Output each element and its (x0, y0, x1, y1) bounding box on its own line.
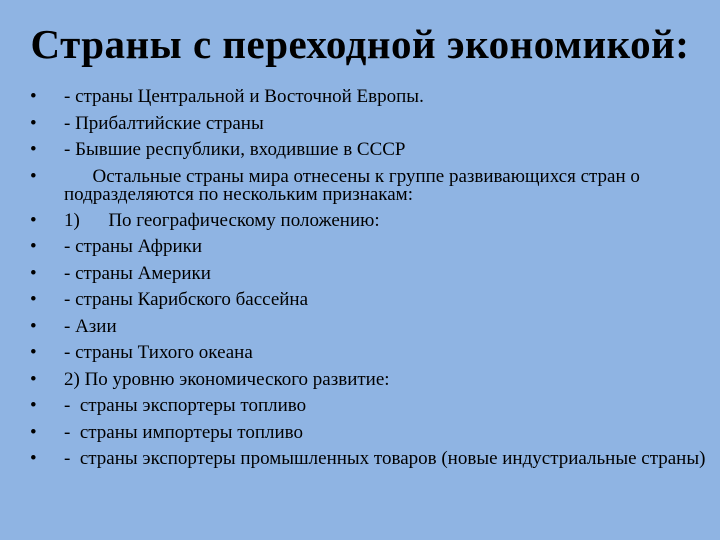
bullet-icon: • (30, 262, 37, 284)
bullet-icon: • (30, 209, 37, 231)
bullet-icon: • (30, 448, 37, 469)
list-item-text: 2) По уровню экономического развитие: (64, 368, 390, 390)
bullet-icon: • (30, 289, 37, 310)
bullet-icon: • (30, 112, 37, 134)
bullet-icon: • (30, 421, 37, 443)
list-item-text: - страны Африки (64, 236, 203, 257)
bullet-icon: • (30, 86, 37, 107)
bullet-icon: • (30, 139, 37, 160)
list-item-text: Остальные страны мира отнесены к группе развивающихся стран о подразделяются по нескольким признакам: (64, 165, 645, 205)
list-item (30, 164, 710, 208)
list-item-text: - страны Карибского бассейна (64, 289, 309, 310)
list-item (30, 393, 710, 420)
list-item (30, 84, 710, 111)
bullet-icon: • (30, 165, 37, 187)
list-item-text: - страны импортеры топливо (64, 421, 303, 443)
list-item (30, 367, 710, 394)
list-item-text: - страны Тихого океана (64, 342, 253, 363)
list-item-text: - страны экспортеры промышленных товаров (новые индустриальные страны) (64, 448, 706, 469)
bullet-icon: • (30, 315, 37, 337)
list-item (30, 137, 710, 164)
list-item (30, 420, 710, 447)
list-item-text: - страны экспортеры топливо (64, 395, 307, 416)
list-item (30, 261, 710, 288)
list-item (30, 340, 710, 367)
list-item (30, 287, 710, 314)
list-item-text: 1) По географическому положению: (64, 209, 380, 231)
bullet-list (30, 84, 710, 470)
bullet-icon: • (30, 395, 37, 416)
list-item (30, 446, 710, 470)
bullet-icon: • (30, 236, 37, 257)
slide-title: Страны с переходной экономикой: (30, 21, 690, 67)
list-item (30, 111, 710, 138)
list-item-text: - Азии (64, 315, 117, 337)
list-item-text: - Прибалтийские страны (64, 112, 264, 134)
bullet-icon: • (30, 342, 37, 363)
list-item-text: - Бывшие республики, входившие в СССР (64, 139, 406, 160)
bullet-icon: • (30, 368, 37, 390)
list-item (30, 314, 710, 341)
list-item (30, 234, 710, 261)
list-item-text: - страны Центральной и Восточной Европы. (64, 86, 424, 107)
list-item-text: - страны Америки (64, 262, 211, 284)
list-item (30, 208, 710, 235)
